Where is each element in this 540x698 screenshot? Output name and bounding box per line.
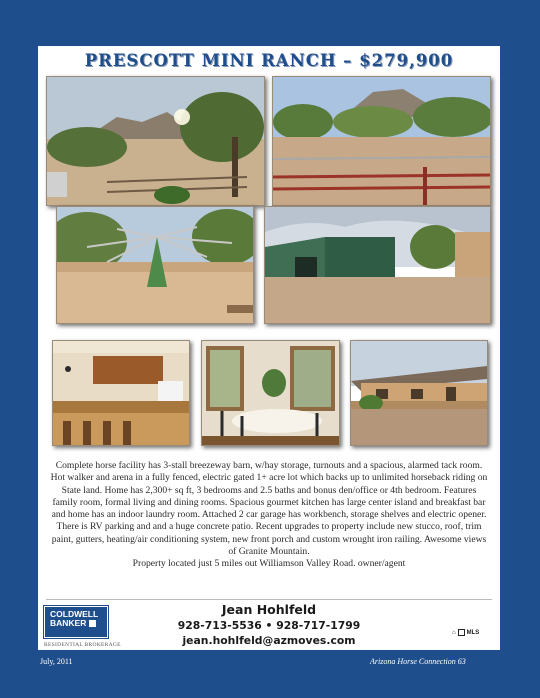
location-text: Property located just 5 miles out Williamson Valley Road. owner/agent bbox=[132, 558, 406, 570]
logo-line2: BANKER bbox=[50, 618, 87, 628]
brokerage-tagline: RESIDENTIAL BROKERAGE bbox=[44, 642, 121, 648]
agent-phones: 928-713-5536 • 928-717-1799 bbox=[177, 619, 361, 632]
logo-line1: COLDWELL bbox=[50, 609, 99, 619]
agent-contact bbox=[158, 602, 380, 648]
mls-badge bbox=[452, 629, 479, 636]
photo-barn bbox=[264, 206, 491, 324]
logo-line2-row bbox=[50, 619, 107, 628]
description-text: Complete horse facility has 3-stall breezeway barn, w/hay storage, turnouts and a spacious, alarmed tack room. Hot walker and arena in a fully fenced, electric gated 1+ acre lot which backs up to unlimited horseback riding on State land. Home has 2,300+ sq ft, 3 bedrooms and 2.5 baths and bonus den/office or 4th bedroom. Features family room, formal living and dining rooms. Spacious gourmet kitchen has large center island and breakfast bar and home has an indoor laundry room. Attached 2 car garage has workbench, storage shelves and electric opener. There is RV parking and and a huge concrete patio. Recent upgrades to property include new stucco, roof, trim paint, gutters, heating/air conditioning system, new front porch and custom wrought iron railing. Awesome views of Granite Mountain. bbox=[50, 460, 488, 558]
photo-pasture bbox=[272, 76, 491, 206]
agent-name: Jean Hohlfeld bbox=[221, 602, 317, 617]
listing-description bbox=[48, 460, 490, 571]
agent-email[interactable]: jean.hohlfeld@azmoves.com bbox=[182, 634, 356, 647]
coldwell-banker-logo bbox=[44, 606, 108, 638]
realtor-icon bbox=[458, 629, 465, 636]
mls-label: MLS bbox=[466, 629, 480, 636]
photo-dining bbox=[201, 340, 340, 446]
equal-housing-icon: ⌂ bbox=[452, 629, 456, 636]
photo-kitchen bbox=[52, 340, 190, 446]
flyer-sheet bbox=[38, 46, 500, 650]
footer-publication: Arizona Horse Connection 63 bbox=[370, 657, 466, 666]
listing-title: PRESCOTT MINI RANCH – $279,900 bbox=[84, 51, 454, 70]
divider bbox=[46, 599, 492, 600]
photo-hot-walker bbox=[56, 206, 254, 324]
photo-arena bbox=[46, 76, 265, 206]
footer-date: July, 2011 bbox=[40, 657, 73, 666]
photo-house bbox=[350, 340, 488, 446]
logo-mark-icon bbox=[89, 620, 96, 627]
